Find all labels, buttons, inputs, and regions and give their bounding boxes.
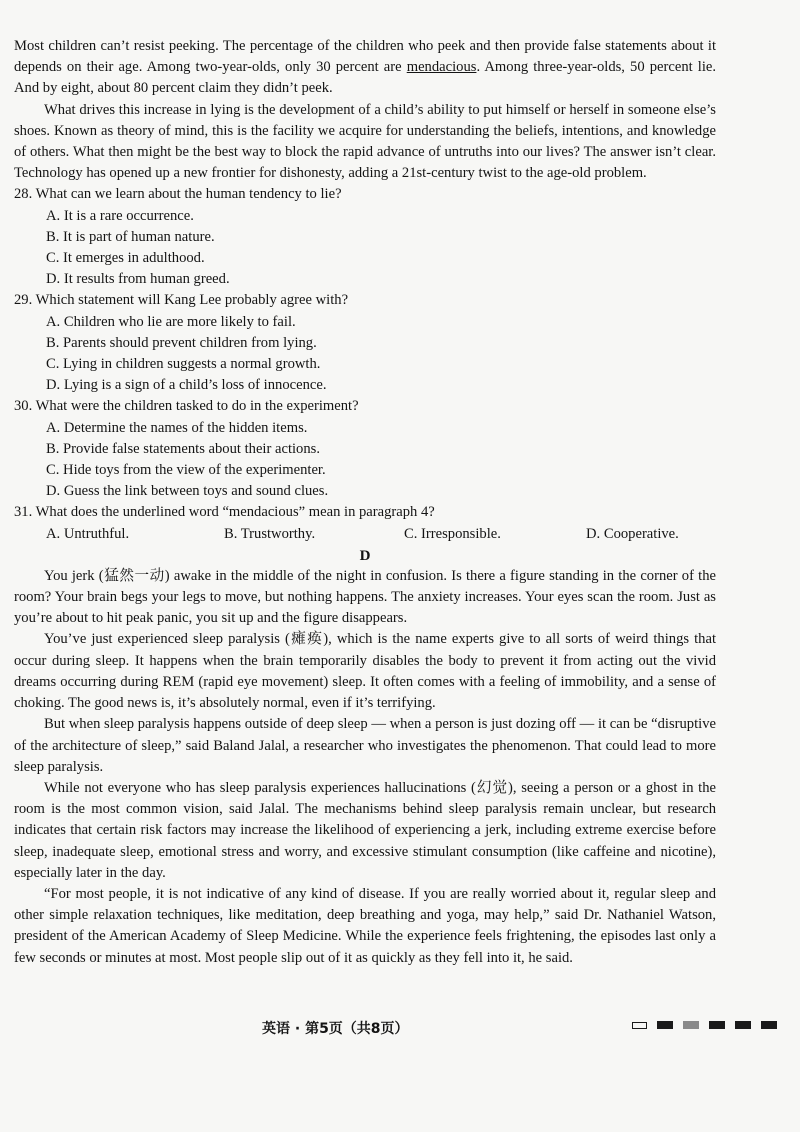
option-a: A. It is a rare occurrence. <box>46 207 194 224</box>
option-d: D. It results from human greed. <box>46 271 230 288</box>
option-c: C. Lying in children suggests a normal growth. <box>46 356 321 373</box>
gray-mark-icon <box>683 1021 699 1029</box>
question-stem: 31. What does the underlined word “mendacious” mean in paragraph 4? <box>14 504 435 521</box>
p4-text-end: . Among three-year-olds, 50 percent lie. And by eight, about 80 percent claim they didn’t peek. <box>14 59 716 97</box>
filled-mark-icon <box>761 1021 777 1029</box>
section-label-d: D <box>359 547 371 564</box>
passage-c-paragraph-4 <box>14 36 716 100</box>
exam-page <box>14 36 716 969</box>
passage-d-paragraph-3: But when sleep paralysis happens outside of deep sleep — when a person is just dozing off — it can be “disruptive of the architecture of sleep,” said Baland Jalal, a researcher who investigates the phenomenon. That could lead to more sleep paralysis. <box>14 716 716 775</box>
option-b: B. Parents should prevent children from lying. <box>46 334 317 351</box>
registration-marks <box>632 1021 777 1029</box>
option-a: A. Determine the names of the hidden items. <box>46 419 308 436</box>
page-footer: 英语 · 第5页（共8页） <box>262 1021 409 1037</box>
filled-mark-icon <box>735 1021 751 1029</box>
passage-d-paragraph-1: You jerk (猛然一动) awake in the middle of the night in confusion. Is there a figure standing in the corner of the room? Your brain begs your legs to move, but nothing happens. The anxiety increases. Your eyes scan the room. Just as you’re about to hit peak panic, you sit up and the figure disappears. <box>14 567 716 627</box>
passage-d-paragraph-5: “For most people, it is not indicative of any kind of disease. If you are really worried about it, regular sleep and other simple relaxation techniques, like meditation, deep breathing and yoga, may help,” said Dr. Nathaniel Watson, president of the American Academy of Sleep Medicine. While the experience feels frightening, the episodes last only a few seconds or minutes at most. Most people slip out of it as quickly as they fell into it, he said. <box>14 885 716 966</box>
question-29 <box>14 290 716 396</box>
question-stem: 29. Which statement will Kang Lee probably agree with? <box>14 292 349 309</box>
filled-mark-icon <box>657 1021 673 1029</box>
option-a: A. Children who lie are more likely to fail. <box>46 313 296 330</box>
option-d: D. Lying is a sign of a child’s loss of innocence. <box>46 377 327 394</box>
question-stem: 28. What can we learn about the human tendency to lie? <box>14 186 342 203</box>
passage-d-paragraph-2: You’ve just experienced sleep paralysis (瘫痪), which is the name experts give to all sorts of weird things that occur during sleep. It happens when the brain temporarily disables the body to prevent it from acting out the vivid dreams occurring during REM (rapid eye movement) sleep. It often comes with a feeling of immobility, and a sense of choking. The good news is, it’s absolutely normal, even if it’s terrifying. <box>14 631 716 712</box>
underlined-word-mendacious: mendacious <box>406 59 477 76</box>
hollow-mark-icon <box>632 1022 647 1029</box>
options-row <box>46 524 716 545</box>
question-28 <box>14 184 716 290</box>
option-b: B. Trustworthy. <box>224 525 316 542</box>
option-d: D. Guess the link between toys and sound clues. <box>46 483 329 500</box>
question-31 <box>14 502 716 544</box>
option-c: C. Irresponsible. <box>404 525 501 542</box>
option-b: B. Provide false statements about their actions. <box>46 440 320 457</box>
option-c: C. Hide toys from the view of the experimenter. <box>46 462 326 479</box>
option-b: B. It is part of human nature. <box>46 228 215 245</box>
passage-c-paragraph-5: What drives this increase in lying is the development of a child’s ability to put himself or herself in someone else’s shoes. Known as theory of mind, this is the facility we acquire for understanding the beliefs, intentions, and knowledge of others. What then might be the best way to block the rapid advance of untruths into our lives? The answer isn’t clear. Technology has opened up a new frontier for dishonesty, adding a 21st-century twist to the age-old problem. <box>14 101 716 182</box>
p4-text-start: Most children can’t resist peeking. The percentage of the children who peek and then provide false statements about it depends on their age. Among two-year-olds, only 30 percent are <box>14 38 716 76</box>
option-c: C. It emerges in adulthood. <box>46 250 205 267</box>
option-a: A. Untruthful. <box>46 525 130 542</box>
option-d: D. Cooperative. <box>586 525 679 542</box>
passage-d-paragraph-4: While not everyone who has sleep paralysis experiences hallucinations (幻觉), seeing a person or a ghost in the room is the most common vision, said Jalal. The mechanisms behind sleep paralysis remain unclear, but research indicates that certain risk factors may increase the likelihood of experiencing a jerk, including extreme exercise before sleep, inadequate sleep, emotional stress and worry, and excessive stimulant consumption (like caffeine and nicotine), especially later in the day. <box>14 779 716 881</box>
filled-mark-icon <box>709 1021 725 1029</box>
question-stem: 30. What were the children tasked to do in the experiment? <box>14 398 359 415</box>
question-30 <box>14 396 716 502</box>
